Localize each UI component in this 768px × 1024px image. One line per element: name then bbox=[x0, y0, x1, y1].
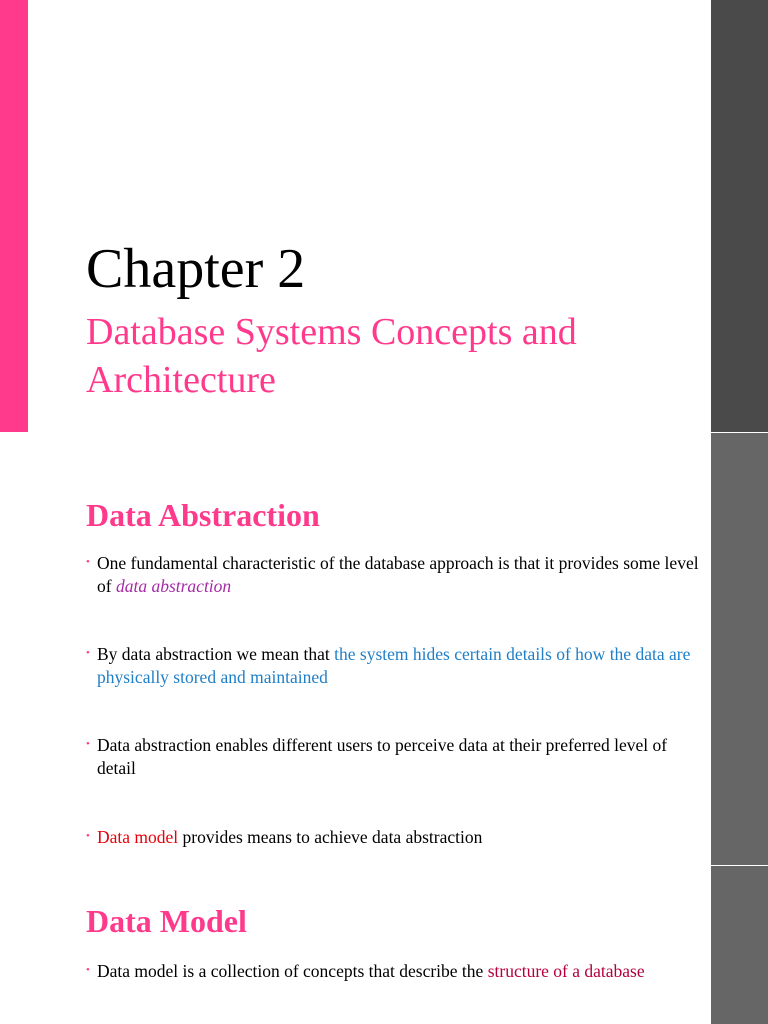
page-edge-panel-top bbox=[711, 0, 768, 432]
bullet-item bbox=[86, 960, 707, 983]
bullet-item bbox=[86, 643, 707, 689]
accent-bar bbox=[0, 0, 28, 432]
bullet-item bbox=[86, 734, 707, 780]
highlight-text: structure of a database bbox=[487, 961, 645, 981]
section-heading-data-model: Data Model bbox=[86, 903, 247, 939]
section-heading-data-abstraction: Data Abstraction bbox=[86, 497, 320, 533]
bullet-item bbox=[86, 552, 707, 598]
page-edge-panel-bottom bbox=[711, 866, 768, 1024]
bullet-text: One fundamental characteristic of the database approach is that it provides some level of bbox=[97, 553, 699, 596]
bullet-text: Data abstraction enables different users to perceive data at their preferred level of detail bbox=[97, 735, 668, 778]
page-edge-panel-middle bbox=[711, 433, 768, 865]
highlight-text: data abstraction bbox=[115, 576, 232, 596]
chapter-title: Chapter 2 bbox=[86, 238, 306, 300]
bullet-item bbox=[86, 826, 707, 849]
bullet-text: By data abstraction we mean that bbox=[97, 644, 335, 664]
bullet-text: provides means to achieve data abstraction bbox=[178, 827, 483, 847]
highlight-text: Data model bbox=[97, 827, 179, 847]
bullet-text: Data model is a collection of concepts that describe the bbox=[97, 961, 488, 981]
highlight-text: the system hides certain details of how the data are physically stored and maintained bbox=[97, 644, 691, 687]
chapter-subtitle: Database Systems Concepts and Architecture bbox=[86, 311, 577, 401]
